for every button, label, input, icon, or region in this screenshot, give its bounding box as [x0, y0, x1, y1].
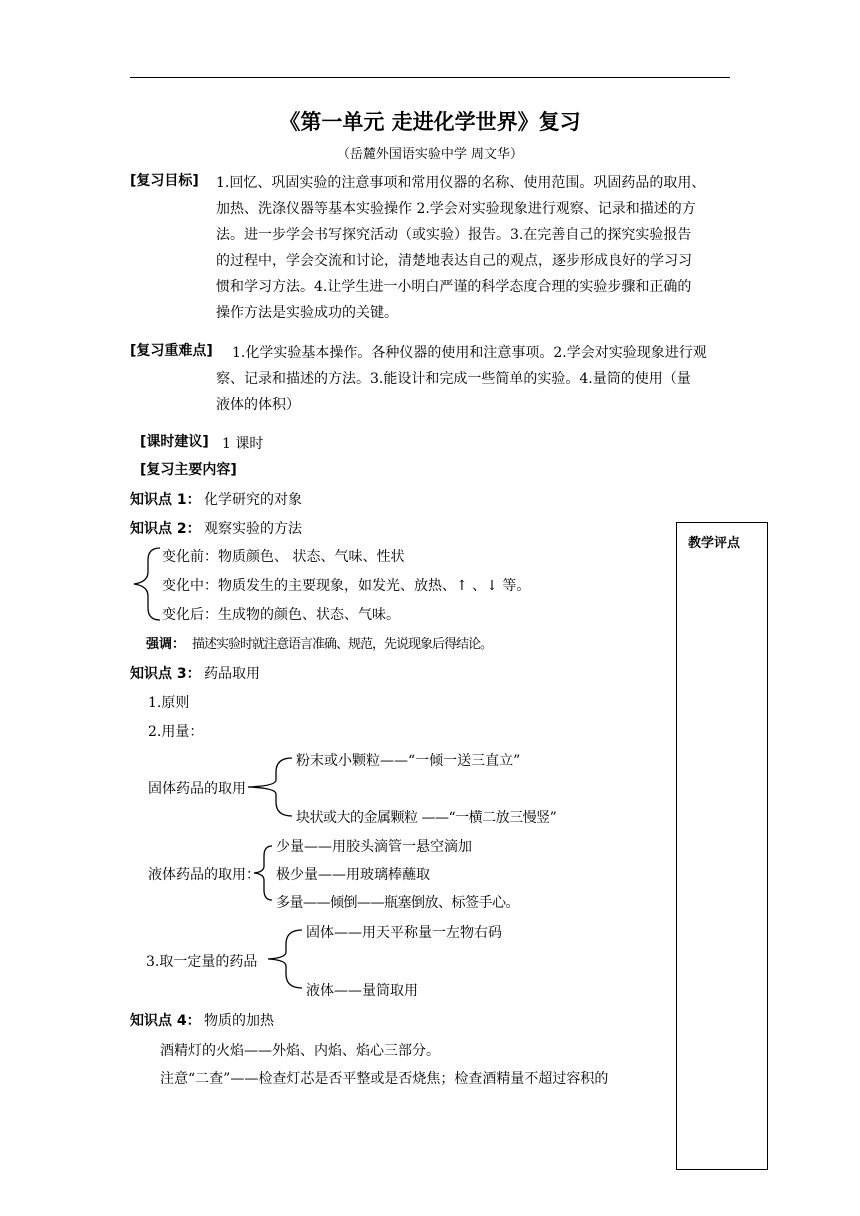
emphasis-text: 描述实验时就注意语言准确、规范，先说现象后得结论。	[192, 637, 493, 652]
page-title: 《第一单元 走进化学世界》复习	[279, 110, 581, 134]
goals-line: 法。进一步学会书写探究活动（或实验）报告。3.在完善自己的探究实验报告	[216, 227, 692, 243]
goals-line: 1.回忆、巩固实验的注意事项和常用仪器的名称、使用范围。巩固药品的取用、	[216, 175, 706, 191]
brace-solid	[248, 758, 292, 816]
solid-item: 块状或大的金属颗粒 ——“一横二放三慢竖”	[296, 810, 557, 826]
brace-liquid	[254, 846, 272, 900]
liquid-item: 少量——用胶头滴管一悬空滴加	[276, 839, 472, 855]
principle: 1.原则	[148, 695, 190, 711]
fixed-label: 3.取一定量的药品	[146, 954, 258, 970]
emphasis-label: 强调：	[146, 637, 186, 652]
kp1-label: 知识点 1：	[130, 492, 201, 508]
goals-line: 惯和学习方法。4.让学生进一小明白严谨的科学态度合理的实验步骤和正确的	[216, 279, 692, 295]
kp2-item: 变化前：物质颜色、 状态、气味、性状	[162, 549, 405, 565]
kp4-line: 酒精灯的火焰——外焰、内焰、焰心三部分。	[160, 1043, 440, 1059]
brace-kp2	[134, 548, 160, 620]
kp2-text: 观察实验的方法	[204, 521, 302, 537]
kp2-item: 变化后：生成物的颜色、状态、气味。	[162, 607, 400, 623]
kp4-label: 知识点 4：	[130, 1013, 201, 1029]
amount: 2.用量：	[148, 724, 204, 740]
kp3-text: 药品取用	[204, 666, 260, 682]
main-content-label: [复习主要内容]	[140, 462, 237, 478]
goals-line: 操作方法是实验成功的关键。	[216, 305, 398, 321]
kp3-label: 知识点 3：	[130, 666, 201, 682]
liquid-item: 极少量——用玻璃棒蘸取	[276, 867, 430, 883]
kp4-line: 注意“二查”——检查灯芯是否平整或是否烧焦；检查酒精量不超过容积的	[160, 1071, 609, 1087]
goals-label: [复习目标]	[130, 173, 199, 189]
teaching-notes-title: 教学评点	[688, 536, 741, 551]
goals-line: 加热、洗涤仪器等基本实验操作 2.学会对实验现象进行观察、记录和描述的方	[216, 201, 696, 217]
kp4-text: 物质的加热	[204, 1013, 274, 1029]
kp2-label: 知识点 2：	[130, 521, 201, 537]
key-points-line: 察、记录和描述的方法。3.能设计和完成一些简单的实验。4.量筒的使用（量	[216, 371, 691, 387]
goals-line: 的过程中，学会交流和讨论，清楚地表达自己的观点，逐步形成良好的学习习	[216, 253, 692, 269]
fixed-item: 液体——量筒取用	[306, 983, 418, 999]
fixed-item: 固体——用天平称量一左物右码	[306, 925, 502, 941]
kp2-item: 变化中：物质发生的主要现象，如发光、放热、↑ 、↓ 等。	[162, 578, 531, 594]
kp1-text: 化学研究的对象	[204, 492, 302, 508]
solid-item: 粉末或小颗粒——“一倾一送三直立”	[296, 753, 521, 769]
liquid-label: 液体药品的取用：	[148, 867, 260, 883]
brace-fixed	[268, 930, 302, 988]
hours-value: 1 课时	[222, 436, 264, 452]
key-points-label: [复习重难点]	[130, 343, 213, 359]
solid-label: 固体药品的取用	[148, 781, 246, 797]
author-line: （岳麓外国语实验中学 周文华）	[336, 147, 524, 162]
hours-label: [课时建议]	[140, 434, 209, 450]
key-points-line: 液体的体积）	[216, 397, 300, 413]
liquid-item: 多量——倾倒——瓶塞倒放、标签手心。	[276, 895, 519, 911]
key-points-line: 1.化学实验基本操作。各种仪器的使用和注意事项。2.学会对实验现象进行观	[232, 345, 707, 361]
